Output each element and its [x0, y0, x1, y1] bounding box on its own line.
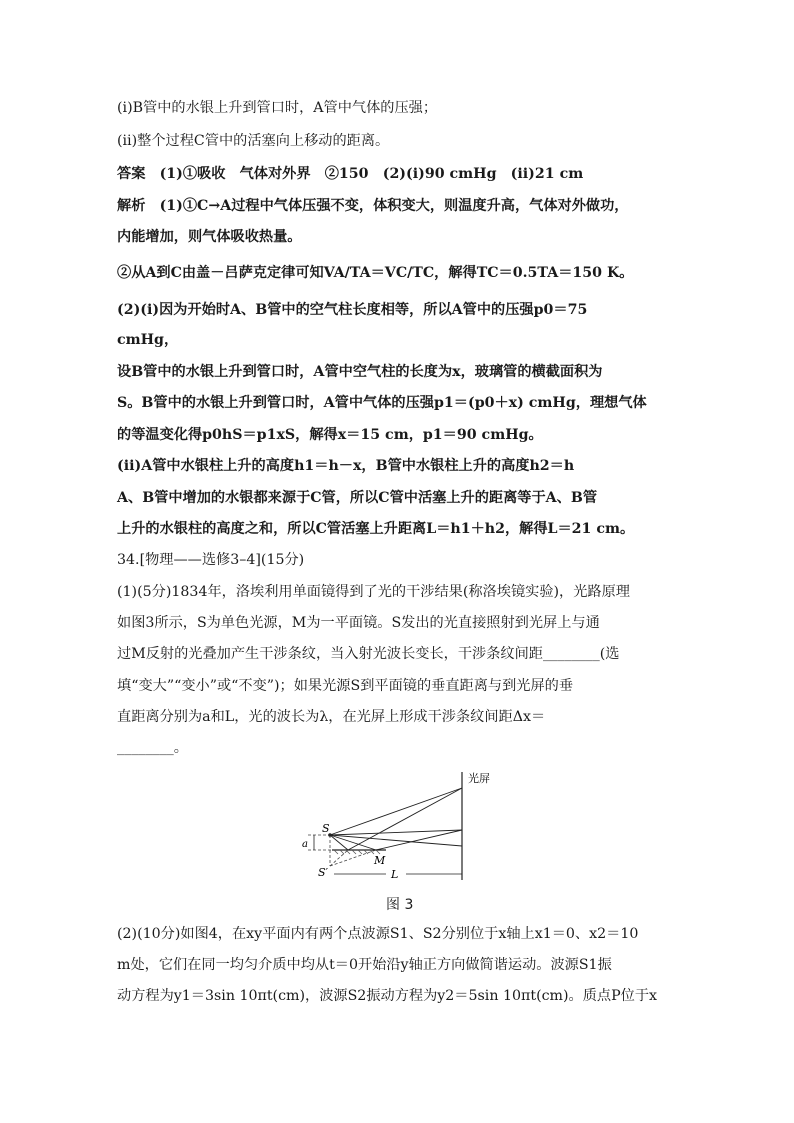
screen-label: 光屏 — [468, 773, 490, 785]
text-line-1: (ⅰ)B管中的水银上升到管口时，A管中气体的压强； — [117, 100, 438, 116]
question-text-1: (1)(5分)1834年，洛埃利用单面镜得到了光的干涉结果(称洛埃镜实验)，光路原理 — [117, 584, 630, 600]
a-label: a — [302, 839, 308, 850]
question-34-heading: 34.[物理——选修3–4](15分) — [117, 552, 305, 568]
figure-3-diagram — [290, 768, 520, 888]
direct-rays — [330, 788, 462, 846]
M-label: M — [374, 854, 386, 867]
question-text-3: 过M反射的光叠加产生干涉条纹，当入射光波长变长，干涉条纹间距________(选 — [117, 646, 620, 662]
question-text-8: m处，它们在同一均匀介质中均从t＝0开始沿y轴正方向做简谐运动。波源S1振 — [117, 957, 612, 973]
analysis-line-7: S。B管中的水银上升到管口时，A管中气体的压强p1＝(p0＋x) cmHg，理想气体 — [117, 395, 647, 411]
analysis-line-6: 设B管中的水银上升到管口时，A管中空气柱的长度为x，玻璃管的横截面积为 — [117, 364, 603, 380]
analysis-line-5: cmHg， — [117, 332, 179, 348]
question-text-6: ________。 — [117, 740, 188, 756]
analysis-line-9: (ⅱ)A管中水银柱上升的高度h1＝h－x，B管中水银柱上升的高度h2＝h — [117, 458, 575, 474]
analysis-line-3: ②从A到C由盖－吕萨克定律可知VA/TA＝VC/TC，解得TC＝0.5TA＝150 K。 — [117, 265, 634, 281]
analysis-line-11: 上升的水银柱的高度之和，所以C管活塞上升距离L＝h1＋h2，解得L＝21 cm。 — [117, 521, 635, 537]
analysis-line-4: (2)(ⅰ)因为开始时A、B管中的空气柱长度相等，所以A管中的压强p0＝75 — [117, 302, 588, 318]
answer-line: 答案 (1)①吸收 气体对外界 ②150 (2)(ⅰ)90 cmHg (ⅱ)21 cm — [117, 166, 584, 182]
analysis-line-1: 解析 (1)①C→A过程中气体压强不变，体积变大，则温度升高，气体对外做功， — [117, 198, 629, 214]
question-text-5: 直距离分别为a和L，光的波长为λ，在光屏上形成干涉条纹间距Δx＝ — [117, 709, 546, 725]
S-label: S — [322, 822, 330, 835]
question-text-4: 填“变大”“变小”或“不变”)；如果光源S到平面镜的垂直距离与到光屏的垂 — [117, 678, 574, 694]
analysis-line-10: A、B管中增加的水银都来源于C管，所以C管中活塞上升的距离等于A、B管 — [117, 490, 598, 506]
question-text-2: 如图3所示，S为单色光源，M为一平面镜。S发出的光直接照射到光屏上与通 — [117, 615, 600, 631]
figure-3-caption: 图 3 — [386, 897, 414, 913]
Sprime-label: S′ — [318, 866, 329, 879]
text-line-2: (ⅱ)整个过程C管中的活塞向上移动的距离。 — [117, 133, 390, 149]
L-label: L — [391, 868, 399, 881]
analysis-line-2: 内能增加，则气体吸收热量。 — [117, 229, 302, 245]
question-text-9: 动方程为y1＝3sin 10πt(cm)，波源S2振动方程为y2＝5sin 10πt(cm)。质点P位于x — [117, 988, 658, 1004]
question-text-7: (2)(10分)如图4，在xy平面内有两个点波源S1、S2分别位于x轴上x1＝0、x2＝10 — [117, 926, 639, 942]
analysis-line-8: 的等温变化得p0hS＝p1xS，解得x＝15 cm，p1＝90 cmHg。 — [117, 427, 543, 443]
